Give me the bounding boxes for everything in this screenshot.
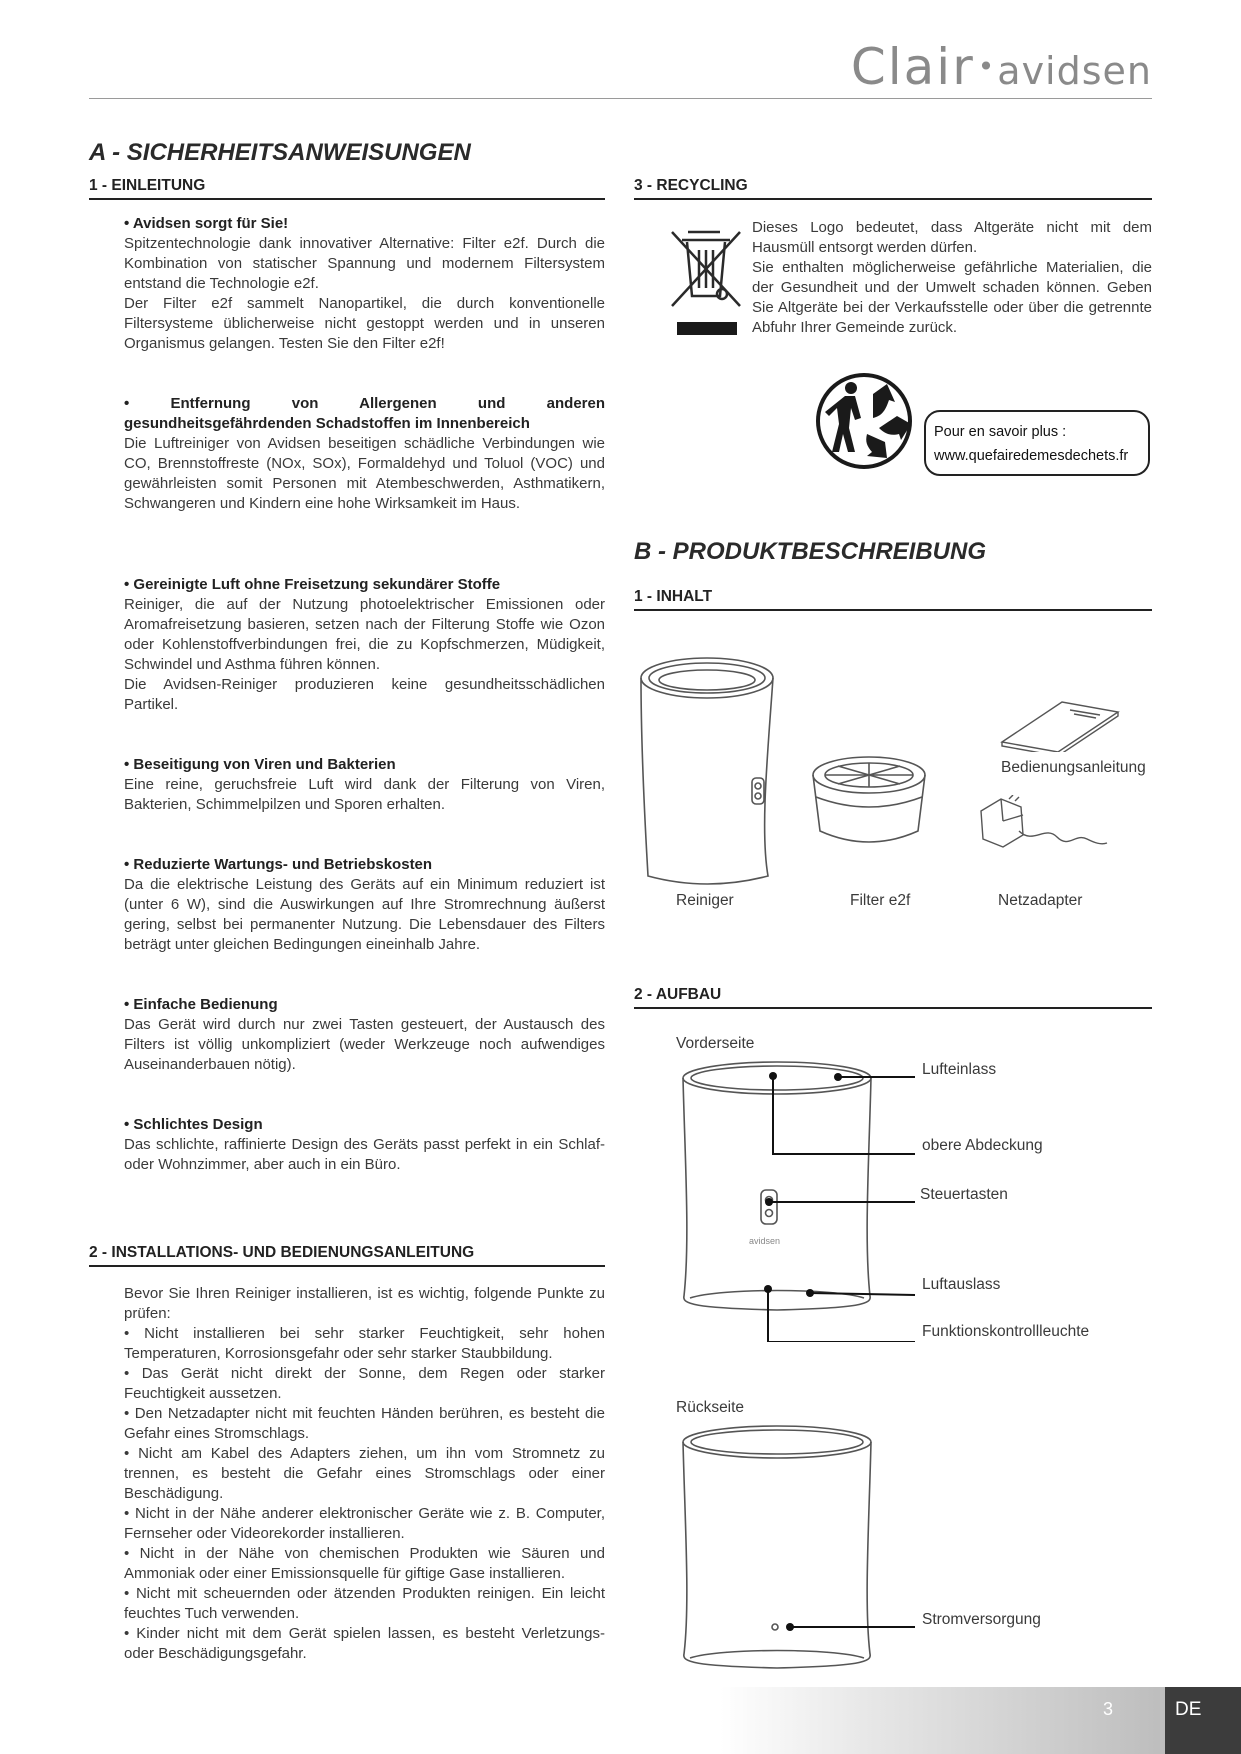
block-text: Die Luftreiniger von Avidsen beseitigen schädliche Verbindungen wie CO, Brennstoffreste (NOx, SOx), Formaldehyd und Toluol (VOC) und gewährleisten somit Personen mit Atembeschwerden, Asthmatikern, Schwangeren und Kindern eine hohe Wirksamkeit im Haus.: [124, 435, 605, 512]
install-item: • Den Netzadapter nicht mit feuchten Händen berühren, es besteht die Gefahr eines Stromschlags.: [124, 1405, 605, 1442]
language-tab: DE: [1165, 1687, 1241, 1754]
recycling-heading: 3 - RECYCLING: [634, 177, 1152, 200]
block-title: • Gereinigte Luft ohne Freisetzung sekundärer Stoffe: [124, 576, 501, 593]
install-instructions: [124, 1284, 605, 1664]
block-text: Spitzentechnologie dank innovativer Alternative: Filter e2f. Durch die Kombination von statischer Spannung und modernem Filtersystem entstand die Technologie e2f.: [124, 235, 605, 292]
section-b-title: B - PRODUKTBESCHREIBUNG: [634, 538, 987, 565]
recycling-info-callout: [924, 410, 1150, 476]
block-text: Der Filter e2f sammelt Nanopartikel, die durch konventionelle Filtersysteme üblicherweise nicht gestoppt werden und in unseren Organismus gelangen. Testen Sie den Filter e2f!: [124, 295, 605, 352]
block-text: Die Avidsen-Reiniger produzieren keine gesundheitsschädlichen Partikel.: [124, 676, 605, 713]
purifier-illustration: [640, 650, 800, 890]
recycling-text: [752, 218, 1152, 338]
block-operation: [124, 995, 605, 1075]
triman-logo-icon: [815, 372, 927, 470]
callout-air-inlet: Lufteinlass: [922, 1061, 997, 1078]
block-title: • Beseitigung von Viren und Bakterien: [124, 756, 396, 773]
install-intro: Bevor Sie Ihren Reiniger installieren, ist es wichtig, folgende Punkte zu prüfen:: [124, 1285, 605, 1322]
block-title: • Schlichtes Design: [124, 1116, 263, 1133]
section-a-title: A - SICHERHEITSANWEISUNGEN: [89, 139, 471, 166]
adapter-illustration: [975, 795, 1115, 857]
header-divider: [89, 98, 1152, 99]
footer-bar: [720, 1687, 1165, 1754]
label-filter: Filter e2f: [850, 892, 911, 909]
block-title: • Einfache Bedienung: [124, 996, 278, 1013]
block-costs: [124, 855, 605, 955]
block-title: • Entfernung von Allergenen und anderen gesundheitsgefährdenden Schadstoffen im Innenbereich: [124, 395, 605, 432]
install-item: • Nicht in der Nähe von chemischen Produkten wie Säuren und Ammoniak oder einer Emissionsquelle für giftige Gase installieren.: [124, 1545, 605, 1582]
page-number: 3: [1103, 1699, 1114, 1719]
filter-illustration: [812, 755, 932, 857]
callout-status-light: Funktionskontrollleuchte: [922, 1323, 1090, 1340]
block-text: Eine reine, geruchsfreie Luft wird dank der Filterung von Viren, Bakterien, Schimmelpilzen und Sporen erhalten.: [124, 776, 605, 813]
intro-heading: 1 - EINLEITUNG: [89, 177, 605, 200]
install-item: • Nicht installieren bei sehr starker Feuchtigkeit, sehr hohen Temperaturen, Korrosionsgefahr oder sehr starker Staubbildung.: [124, 1325, 605, 1362]
block-text: Da die elektrische Leistung des Geräts auf ein Minimum reduziert ist (unter 6 W), sind die Auswirkungen auf Ihre Stromrechnung äußerst gering, selbst bei permanenter Nutzung. Die Lebensdauer des Filters beträgt unter gleichen Bedingungen eineinhalb Jahre.: [124, 876, 605, 953]
brand-avidsen: avidsen: [997, 49, 1152, 93]
brand-dot: •: [977, 50, 995, 83]
install-item: • Nicht mit scheuernden oder ätzenden Produkten reinigen. Ein leicht feuchtes Tuch verwenden.: [124, 1585, 605, 1622]
install-heading: 2 - INSTALLATIONS- UND BEDIENUNGSANLEITUNG: [89, 1244, 605, 1267]
front-view-label: Vorderseite: [676, 1035, 755, 1052]
block-title: • Avidsen sorgt für Sie!: [124, 215, 289, 232]
manual-illustration: [1000, 700, 1120, 752]
install-item: • Nicht in der Nähe anderer elektronischer Geräte wie z. B. Computer, Fernseher oder Videorekorder installieren.: [124, 1505, 605, 1542]
block-care: [124, 214, 605, 354]
install-item: • Nicht am Kabel des Adapters ziehen, um ihn vom Stromnetz zu trennen, es besteht die Gefahr eines Stromschlags oder einer Beschädigung.: [124, 1445, 605, 1502]
callout-control-buttons: Steuertasten: [920, 1186, 1008, 1203]
back-view-label: Rückseite: [676, 1399, 745, 1416]
block-text: Das Gerät wird durch nur zwei Tasten gesteuert, der Austausch des Filters ist völlig unkompliziert (weder Werkzeuge noch aufwendiges Auseinanderbauen nötig).: [124, 1016, 605, 1073]
brand-clair: Clair: [850, 38, 975, 96]
front-view-diagram: [680, 1060, 920, 1342]
callout-power-supply: Stromversorgung: [922, 1611, 1041, 1628]
block-text: Reiniger, die auf der Nutzung photoelektrischer Emissionen oder Aromafreisetzung basieren, setzen nach der Filterung Stoffe wie Ozon oder Kohlenstoffverbindungen frei, die zu Kopfschmerzen, Müdigkeit, Schwindel und Asthma führen können.: [124, 596, 605, 673]
recycling-text-2: Sie enthalten möglicherweise gefährliche Materialien, die der Gesundheit und der Umwelt schaden können. Geben Sie Altgeräte bei der Verkaufsstelle oder über die getrennte Abfuhr Ihrer Gemeinde zurück.: [752, 259, 1152, 336]
brand-logo: [840, 38, 1152, 96]
label-manual: Bedienungsanleitung: [1001, 759, 1146, 776]
block-text: Das schlichte, raffinierte Design des Geräts passt perfekt in ein Schlaf- oder Wohnzimmer, aber auch in ein Büro.: [124, 1136, 605, 1173]
weee-bin-icon: [668, 228, 744, 340]
callout-air-outlet: Luftauslass: [922, 1276, 1001, 1293]
assembly-heading: 2 - AUFBAU: [634, 986, 1152, 1009]
block-design: [124, 1115, 605, 1175]
recycling-text-1: Dieses Logo bedeutet, dass Altgeräte nicht mit dem Hausmüll entsorgt werden dürfen.: [752, 219, 1152, 256]
callout-line-1: Pour en savoir plus :: [934, 424, 1067, 440]
block-viruses: [124, 755, 605, 815]
callout-url[interactable]: www.quefairedemesdechets.fr: [934, 448, 1129, 464]
contents-heading: 1 - INHALT: [634, 588, 1152, 611]
label-purifier: Reiniger: [676, 892, 734, 909]
front-brand-print: avidsen: [749, 1236, 781, 1246]
block-allergens: [124, 394, 605, 514]
label-adapter: Netzadapter: [998, 892, 1083, 909]
block-clean-air: [124, 575, 605, 715]
callout-top-cover: obere Abdeckung: [922, 1137, 1043, 1154]
install-item: • Kinder nicht mit dem Gerät spielen lassen, es besteht Verletzungs- oder Beschädigungsgefahr.: [124, 1625, 605, 1662]
block-title: • Reduzierte Wartungs- und Betriebskosten: [124, 856, 433, 873]
install-item: • Das Gerät nicht direkt der Sonne, dem Regen oder starker Feuchtigkeit aussetzen.: [124, 1365, 605, 1402]
back-view-diagram: [680, 1424, 920, 1670]
